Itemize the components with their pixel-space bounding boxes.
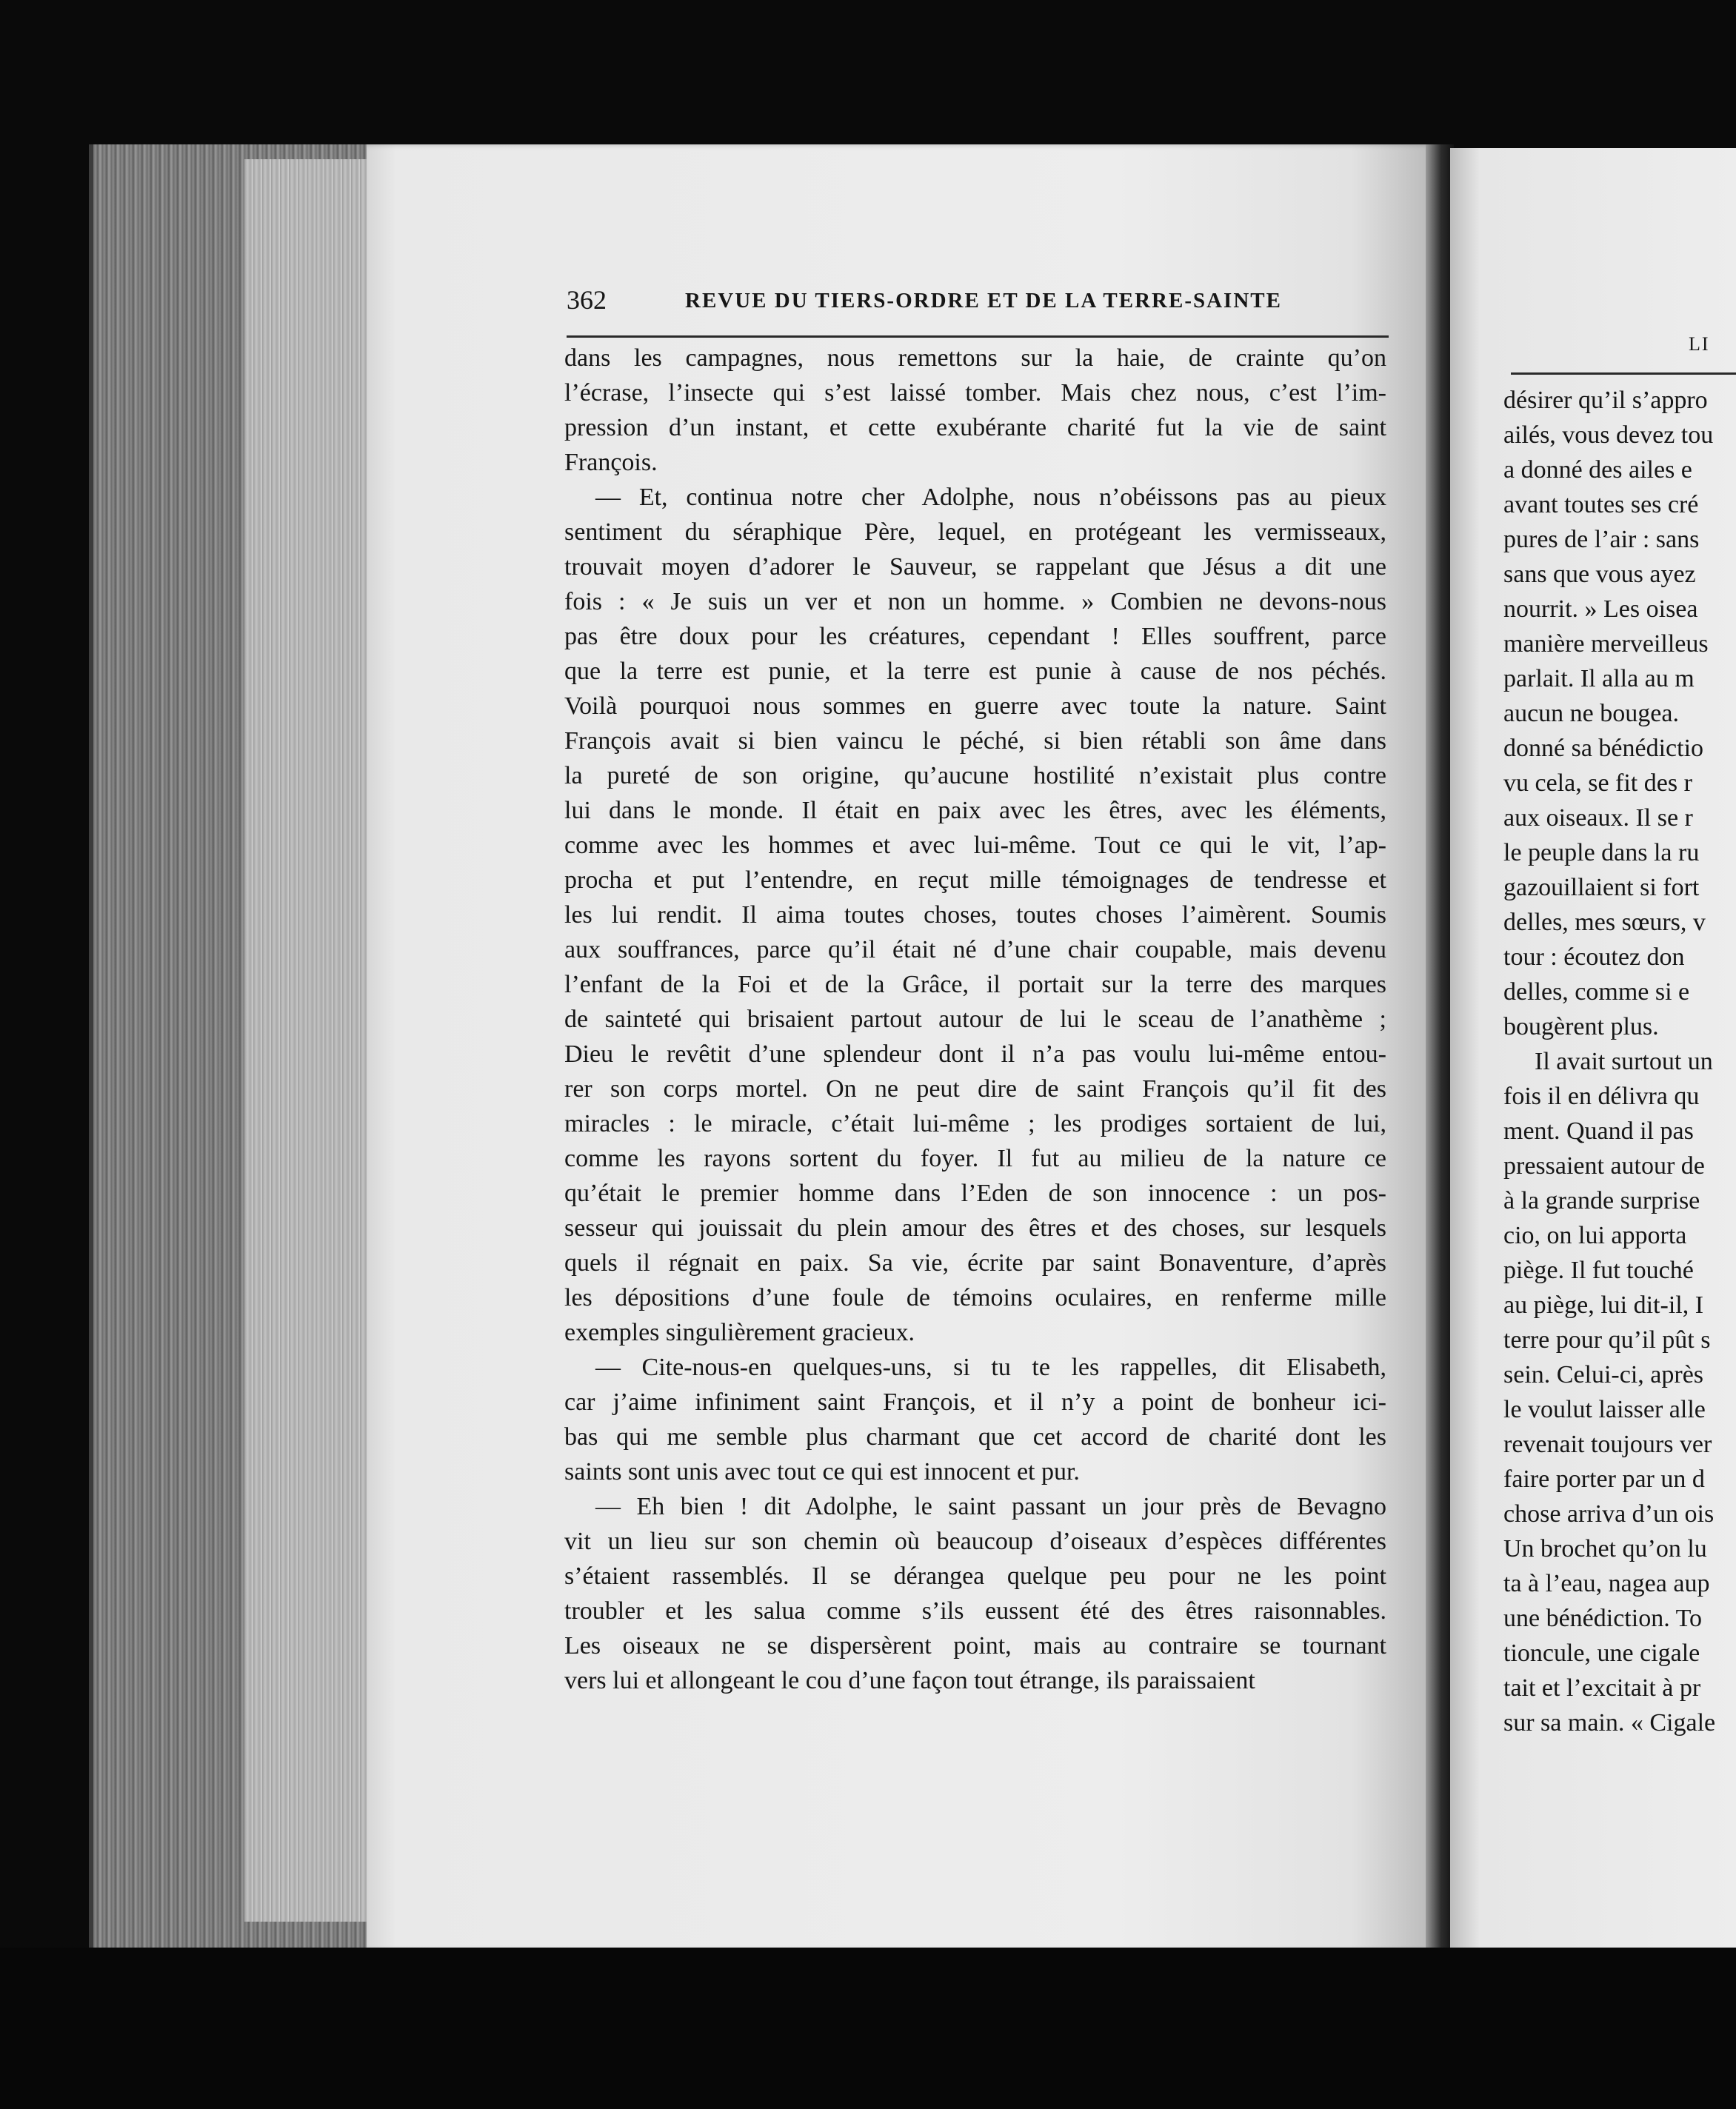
text-line: Les oiseaux ne se dispersèrent point, mais au contraire se tournant: [564, 1632, 1386, 1660]
text-line: vers lui et allongeant le cou d’une façon tout étrange, ils paraissaient: [564, 1667, 1255, 1694]
text-line: gazouillaient si fort: [1503, 874, 1700, 901]
text-line: une bénédiction. To: [1503, 1605, 1702, 1632]
right-page-body: [1503, 383, 1736, 1740]
text-line: s’étaient rassemblés. Il se dérangea quelque peu pour ne les point: [564, 1562, 1386, 1590]
text-line: aux souffrances, parce qu’il était né d’une chair coupable, mais devenu: [564, 936, 1386, 963]
text-line: Un brochet qu’on lu: [1503, 1535, 1707, 1562]
text-line: ment. Quand il pas: [1503, 1117, 1694, 1145]
text-line: nourrit. » Les oisea: [1503, 595, 1698, 623]
text-line: pression d’un instant, et cette exubérante charité fut la vie de saint: [564, 414, 1386, 441]
text-line: comme les rayons sortent du foyer. Il fut au milieu de la nature ce: [564, 1145, 1386, 1172]
text-line: l’écrase, l’insecte qui s’est laissé tomber. Mais chez nous, c’est l’im-: [564, 379, 1386, 407]
text-line: saints sont unis avec tout ce qui est innocent et pur.: [564, 1458, 1080, 1485]
text-line: désirer qu’il s’appro: [1503, 387, 1708, 414]
text-line: chose arriva d’un ois: [1503, 1500, 1715, 1528]
text-line: sans que vous ayez: [1503, 561, 1696, 588]
text-line: de sainteté qui brisaient partout autour de lui le sceau de l’anathème ;: [564, 1006, 1386, 1033]
text-line: comme avec les hommes et avec lui-même. Tout ce qui le vit, l’ap-: [564, 832, 1386, 859]
text-line: ailés, vous devez tou: [1503, 421, 1714, 449]
text-line: pas être doux pour les créatures, cependant ! Elles souffrent, parce: [564, 623, 1386, 650]
text-line: vit un lieu sur son chemin où beaucoup d’oiseaux d’espèces différentes: [564, 1528, 1386, 1555]
text-line: car j’aime infiniment saint François, et il n’y a point de bonheur ici-: [564, 1388, 1386, 1416]
text-line: troubler et les salua comme s’ils eussent été des êtres raisonnables.: [564, 1597, 1386, 1625]
text-line: — Cite-nous-en quelques-uns, si tu te les rappelles, dit Elisabeth,: [595, 1354, 1386, 1381]
text-line: parlait. Il alla au m: [1503, 665, 1695, 692]
text-line: rer son corps mortel. On ne peut dire de saint François qu’il fit des: [564, 1075, 1386, 1103]
text-line: l’enfant de la Foi et de la Grâce, il portait sur la terre des marques: [564, 971, 1386, 998]
text-line: donné sa bénédictio: [1503, 735, 1704, 762]
dark-background: [0, 1948, 1736, 2109]
text-line: — Eh bien ! dit Adolphe, le saint passant un jour près de Bevagno: [595, 1493, 1386, 1520]
text-line: revenait toujours ver: [1503, 1431, 1712, 1458]
right-page-header: LI: [1689, 333, 1710, 355]
text-line: avant toutes ses cré: [1503, 491, 1699, 518]
text-line: au piège, lui dit-il, I: [1503, 1291, 1704, 1319]
text-line: vu cela, se fit des r: [1503, 769, 1692, 797]
text-line: a donné des ailes e: [1503, 456, 1692, 484]
text-line: sentiment du séraphique Père, lequel, en protégeant les vermisseaux,: [564, 518, 1386, 546]
text-line: procha et put l’entendre, en reçut mille témoignages de tendresse et: [564, 866, 1386, 894]
text-line: sesseur qui jouissait du plein amour des êtres et des choses, sur lesquels: [564, 1214, 1386, 1242]
text-line: aucun ne bougea.: [1503, 700, 1679, 727]
text-line: le voulut laisser alle: [1503, 1396, 1706, 1423]
text-line: à la grande surprise: [1503, 1187, 1700, 1214]
page-number: 362: [567, 285, 607, 315]
text-line: tait et l’excitait à pr: [1503, 1674, 1701, 1702]
text-line: bougèrent plus.: [1503, 1013, 1659, 1040]
text-line: pures de l’air : sans: [1503, 526, 1700, 553]
text-line: manière merveilleus: [1503, 630, 1709, 658]
running-title: REVUE DU TIERS-ORDRE ET DE LA TERRE-SAINTE: [685, 289, 1282, 312]
text-line: piège. Il fut touché: [1503, 1257, 1694, 1284]
text-line: tioncule, une cigale: [1503, 1640, 1700, 1667]
text-line: sur sa main. « Cigale: [1503, 1709, 1716, 1737]
left-page-body: [564, 341, 1386, 1698]
page-header: [567, 285, 1389, 322]
text-line: Il avait surtout un: [1535, 1048, 1713, 1075]
text-line: delles, comme si e: [1503, 978, 1690, 1006]
text-line: dans les campagnes, nous remettons sur la haie, de crainte qu’on: [564, 344, 1386, 372]
text-line: sein. Celui-ci, après: [1503, 1361, 1704, 1388]
text-line: delles, mes sœurs, v: [1503, 909, 1706, 936]
text-line: aux oiseaux. Il se r: [1503, 804, 1693, 832]
text-line: pressaient autour de: [1503, 1152, 1705, 1180]
text-line: le peuple dans la ru: [1503, 839, 1700, 866]
text-line: terre pour qu’il pût s: [1503, 1326, 1711, 1354]
text-line: les lui rendit. Il aima toutes choses, toutes choses l’aimèrent. Soumis: [564, 901, 1386, 929]
text-line: fois : « Je suis un ver et non un homme. » Combien ne devons-nous: [564, 588, 1386, 615]
text-line: tour : écoutez don: [1503, 943, 1685, 971]
right-header-rule: [1511, 372, 1736, 375]
text-line: qu’était le premier homme dans l’Eden de son innocence : un pos-: [564, 1180, 1386, 1207]
text-line: ta à l’eau, nagea aup: [1503, 1570, 1710, 1597]
header-rule: [567, 335, 1389, 338]
text-line: que la terre est punie, et la terre est punie à cause de nos péchés.: [564, 658, 1386, 685]
text-line: — Et, continua notre cher Adolphe, nous n’obéissons pas au pieux: [595, 484, 1386, 511]
text-line: fois il en délivra qu: [1503, 1083, 1700, 1110]
text-line: les dépositions d’une foule de témoins oculaires, en renferme mille: [564, 1284, 1386, 1311]
text-line: Voilà pourquoi nous sommes en guerre avec toute la nature. Saint: [564, 692, 1386, 720]
text-line: faire porter par un d: [1503, 1465, 1705, 1493]
text-line: lui dans le monde. Il était en paix avec les êtres, avec les éléments,: [564, 797, 1386, 824]
text-line: François avait si bien vaincu le péché, si bien rétabli son âme dans: [564, 727, 1386, 755]
text-line: miracles : le miracle, c’était lui-même ; les prodiges sortaient de lui,: [564, 1110, 1386, 1137]
page-edges-inner: [244, 159, 370, 1922]
text-line: exemples singulièrement gracieux.: [564, 1319, 915, 1346]
text-line: quels il régnait en paix. Sa vie, écrite par saint Bonaventure, d’après: [564, 1249, 1386, 1277]
text-line: bas qui me semble plus charmant que cet accord de charité dont les: [564, 1423, 1386, 1451]
text-line: Dieu le revêtit d’une splendeur dont il n’a pas voulu lui-même entou-: [564, 1040, 1386, 1068]
text-line: François.: [564, 449, 658, 476]
text-line: la pureté de son origine, qu’aucune hostilité n’existait plus contre: [564, 762, 1386, 789]
text-line: trouvait moyen d’adorer le Sauveur, se rappelant que Jésus a dit une: [564, 553, 1386, 581]
text-line: cio, on lui apporta: [1503, 1222, 1687, 1249]
